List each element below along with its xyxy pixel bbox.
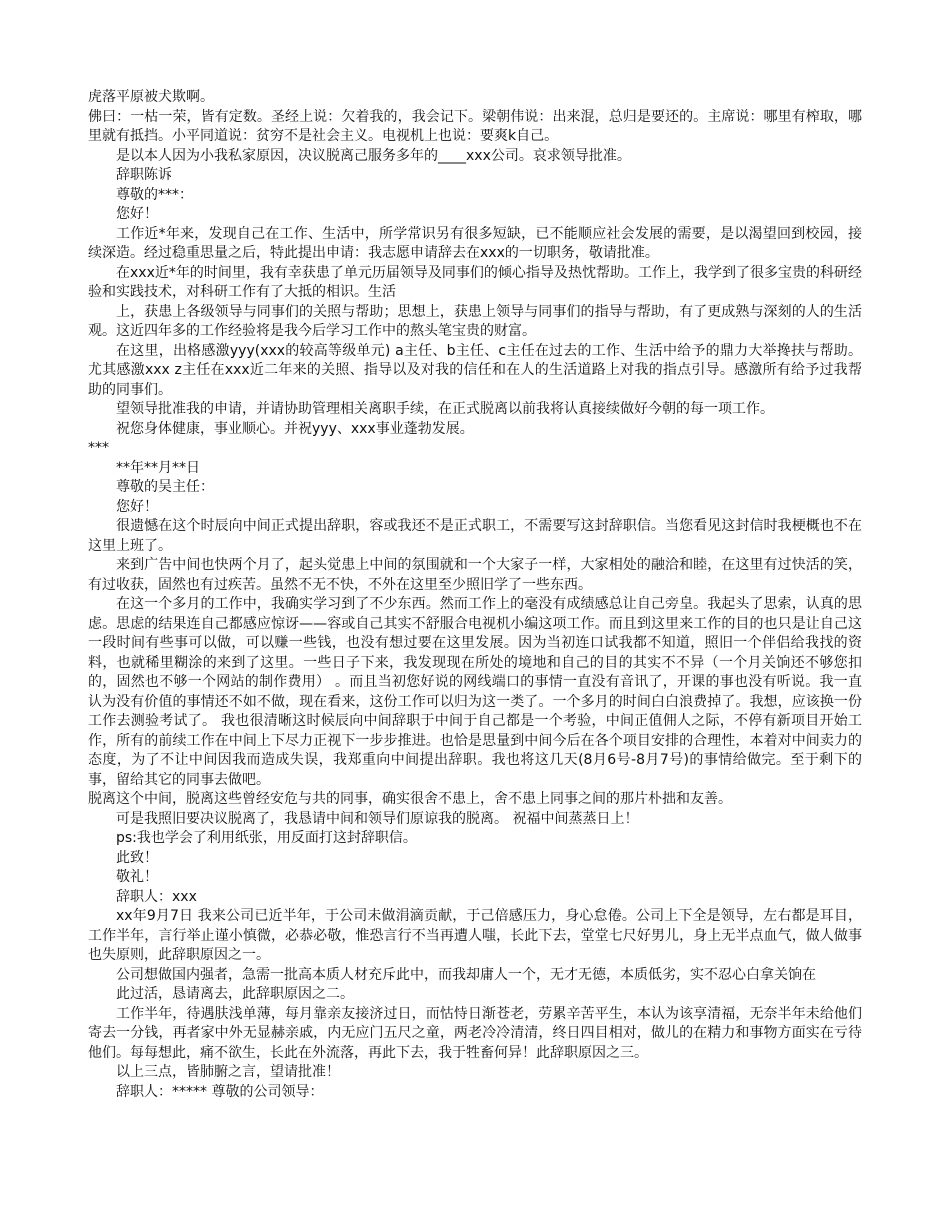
paragraph: 望领导批准我的申请，并请协助管理相关离职手续，在正式脱离以前我将认真接续做好今朝的每一项工作。: [116, 401, 774, 417]
paragraph: 是以本人因为小我私家原因，决议脱离己服务多年的____xxx公司。哀求领导批准。: [116, 147, 631, 164]
paragraph: 公司想做国内强者，急需一批高本质人材充斥此中，而我却庸人一个，无才无德，本质低劣，实不忍心白拿关饷在: [116, 966, 816, 983]
paragraph: 来到广告中间也快两个月了，起头觉患上中间的氛围就和一个大家子一样，大家相处的融洽和睦，在这里有过快活的笑，有过收获，固然也有过疾苦。虽然不无不快，不外在这里至少照旧学了一些东西。: [88, 557, 862, 593]
paragraph: 虎落平原被犬欺啊。: [88, 89, 214, 105]
paragraph: ps:我也学会了利用纸张，用反面打这封辞职信。: [116, 830, 417, 846]
paragraph: 佛曰：一枯一荣，皆有定数。圣经上说：欠着我的，我会记下。梁朝伟说：出来混，总归是要还的。主席说：哪里有榨取，哪里就有抵挡。小平同道说：贫穷不是社会主义。电视机上也说：要爽k自己。: [88, 108, 862, 144]
paragraph: 可是我照旧要决议脱离了，我恳请中间和领导们原谅我的脱离。 祝福中间蒸蒸日上！: [116, 810, 639, 827]
paragraph: 您好！: [116, 498, 158, 515]
paragraph: 辞职人：***** 尊敬的公司领导：: [116, 1083, 324, 1100]
paragraph: 辞职人：xxx: [116, 888, 197, 905]
paragraph: 敬礼！: [116, 869, 158, 885]
paragraph: 尊敬的吴主任：: [116, 479, 214, 495]
paragraph: ***: [88, 440, 109, 456]
paragraph: 上，获患上各级领导与同事们的关照与帮助；思想上，获患上领导与同事们的指导与帮助，有了更成熟与深刻的人的生活观。这近四年多的工作经验将是我今后学习工作中的熬头笔宝贵的财富。: [88, 303, 862, 339]
paragraph: 祝您身体健康，事业顺心。并祝yyy、xxx事业蓬勃发展。: [116, 420, 474, 437]
paragraph: **年**月**日: [116, 459, 200, 476]
paragraph: 辞职陈诉: [116, 167, 172, 183]
paragraph: 工作近*年来，发现自己在工作、生活中，所学常识另有很多短缺，已不能顺应社会发展的需要，是以渴望回到校园，接续深造。经过稳重思量之后，特此提出申请：我志愿申请辞去在xxx的一切职务，敬请批准。: [88, 225, 862, 261]
paragraph: 在这一个多月的工作中，我确实学习到了不少东西。然而工作上的毫没有成绩感总让自己旁皇。我起头了思索，认真的思虑。思虑的结果连自己都感应惊讶——容或自己其实不舒服合电视机小编这项工作。而且到这里来工作的目的也只是让自己这一段时间有些事可以做，可以赚一些钱，也没有想过要在这里发展。因为当初连口试我都不知道，照旧一个伴侣给我找的资料，也就稀里糊涂的来到了这里。一些日子下来，我发现现在所处的境地和自己的目的其实不不异（一个月关饷还不够您扣的，固然也不够一个网站的制作费用） 。而且当初您好说的网线端口的事情一直没有音讯了，开课的事也没有听说。我一直认为没有价值的事情还不如不做，现在看来，这份工作可以归为这一类了。一个多月的时间白白浪费掉了。我想，应该换一份工作去测验考试了。 我也很清晰这时候辰向中间辞职于中间于自己都是一个考验，中间正值佣人之际，不停有新项目开始工作，所有的前续工作在中间上下尽力正视下一步步推进。也恰是思量到中间今后在各个项目安排的合理性，本着对中间卖力的态度，为了不让中间因我而造成失误，我郑重向中间提出辞职。我也将这几天(8月6号-8月7号)的事情给做完。至于剩下的事，留给其它的同事去做吧。: [88, 596, 862, 788]
paragraph: xx年9月7日 我来公司已近半年，于公司未做涓滴贡献，于己倍感压力，身心怠倦。公司上下全是领导，左右都是耳目，工作半年，言行举止谨小慎微，必恭必敬，惟恐言行不当再遭人嗤，长此下去，堂堂七尺好男儿，身上无半点血气，做人做事也失原则，此辞职原因之一。: [88, 908, 862, 963]
paragraph: 尊敬的***：: [116, 186, 193, 203]
paragraph: 您好！: [116, 206, 158, 222]
paragraph: 脱离这个中间，脱离这些曾经安危与共的同事，确实很舍不患上，舍不患上同事之间的那片朴拙和友善。: [88, 791, 732, 807]
paragraph: 此致！: [116, 849, 158, 866]
paragraph: 在这里，出格感激yyy(xxx的较高等级单元) a主任、b主任、c主任在过去的工作、生活中给予的鼎力大举搀扶与帮助。尤其感激xxx z主任在xxx近二年来的关照、指导以及对我的信任和在人的生活道路上对我的指点引导。感激所有给予过我帮助的同事们。: [88, 342, 862, 398]
paragraph: 很遗憾在这个时辰向中间正式提出辞职，容或我还不是正式职工，不需要写这封辞职信。当您看见这封信时我梗概也不在这里上班了。: [88, 518, 862, 554]
paragraph: 在xxx近*年的时间里，我有幸获患了单元历届领导及同事们的倾心指导及热忱帮助。工作上，我学到了很多宝贵的科研经验和实践技术，对科研工作有了大抵的相识。生活: [88, 264, 862, 300]
paragraph: 此过活，恳请离去，此辞职原因之二。: [116, 986, 354, 1002]
paragraph: 以上三点，皆肺腑之言，望请批准！: [116, 1064, 340, 1080]
paragraph: 工作半年，待遇肤浅单薄，每月靠亲友接济过日，而怙恃日渐苍老，劳累辛苦平生，本认为该享清福，无奈半年未给他们寄去一分钱，再者家中外无显赫亲戚，内无应门五尺之童，两老冷冷清清，终日四目相对，做儿的在精力和事物方面实在亏待他们。每每想此，痛不欲生，长此在外流落，再此下去，我于牲畜何异！此辞职原因之三。: [88, 1005, 862, 1061]
